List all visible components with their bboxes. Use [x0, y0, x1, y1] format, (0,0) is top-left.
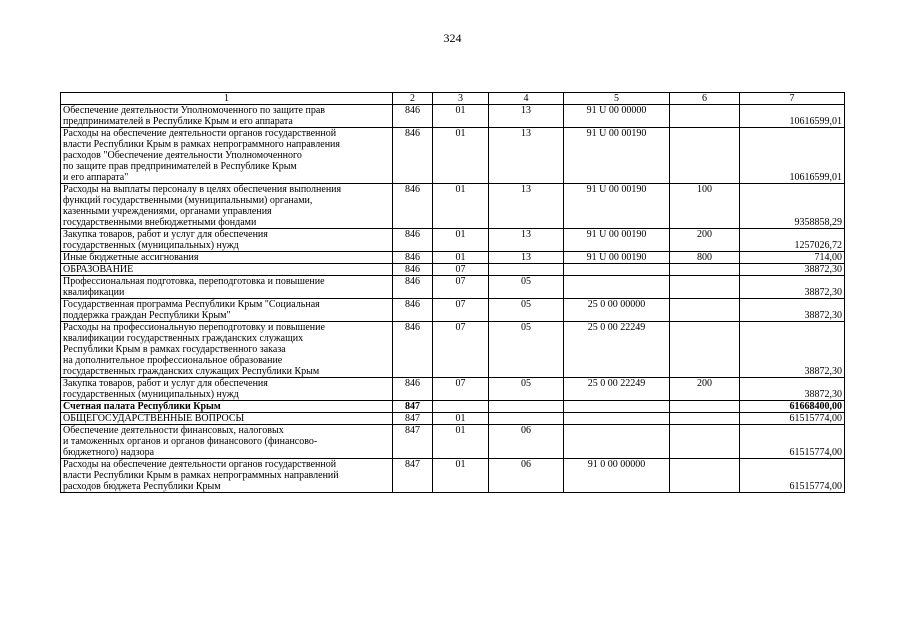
admin-code-cell: 846	[393, 322, 433, 378]
table-row	[61, 413, 845, 425]
target-article-cell: 91 U 00 00190	[564, 184, 670, 229]
expense-type-cell	[670, 128, 740, 184]
expense-type-cell	[670, 105, 740, 128]
column-header: 1	[61, 93, 393, 105]
row-name-cell: Профессиональная подготовка, переподготовка и повышение квалификации	[61, 276, 393, 299]
page-number: 324	[443, 31, 462, 45]
subsection-cell	[489, 264, 564, 276]
column-header: 7	[740, 93, 845, 105]
table-row	[61, 252, 845, 264]
section-cell: 07	[433, 322, 489, 378]
amount-cell: 38872,30	[740, 299, 845, 322]
row-name-cell: Государственная программа Республики Крым "Социальная поддержка граждан Республики Крым"	[61, 299, 393, 322]
target-article-cell	[564, 264, 670, 276]
target-article-cell: 25 0 00 00000	[564, 299, 670, 322]
expense-type-cell	[670, 425, 740, 459]
admin-code-cell: 847	[393, 425, 433, 459]
admin-code-cell: 846	[393, 229, 433, 252]
section-cell: 07	[433, 299, 489, 322]
column-header: 4	[489, 93, 564, 105]
row-name-cell: ОБЩЕГОСУДАРСТВЕННЫЕ ВОПРОСЫ	[61, 413, 393, 425]
amount-cell: 61515774,00	[740, 425, 845, 459]
table-row	[61, 276, 845, 299]
expense-type-cell: 200	[670, 378, 740, 401]
section-cell: 07	[433, 264, 489, 276]
subsection-cell: 13	[489, 252, 564, 264]
table-row	[61, 322, 845, 378]
expense-type-cell	[670, 459, 740, 493]
expense-type-cell	[670, 276, 740, 299]
subsection-cell: 06	[489, 459, 564, 493]
section-cell: 01	[433, 252, 489, 264]
column-header: 3	[433, 93, 489, 105]
amount-cell: 10616599,01	[740, 128, 845, 184]
admin-code-cell: 846	[393, 128, 433, 184]
target-article-cell: 91 U 00 00190	[564, 229, 670, 252]
section-cell: 01	[433, 229, 489, 252]
row-name-cell: Иные бюджетные ассигнования	[61, 252, 393, 264]
expense-type-cell	[670, 413, 740, 425]
row-name-cell: Расходы на выплаты персоналу в целях обеспечения выполнения функций государственными (муниципальными) органами, казенными учреждениями, органами управления государственными внебюджетными фондами	[61, 184, 393, 229]
table-row	[61, 229, 845, 252]
amount-cell: 38872,30	[740, 322, 845, 378]
section-cell: 01	[433, 128, 489, 184]
table-row	[61, 401, 845, 413]
target-article-cell	[564, 425, 670, 459]
table-row	[61, 105, 845, 128]
amount-cell: 38872,30	[740, 264, 845, 276]
row-name-cell: Обеспечение деятельности Уполномоченного по защите прав предпринимателей в Республике Крым и его аппарата	[61, 105, 393, 128]
admin-code-cell: 846	[393, 378, 433, 401]
admin-code-cell: 846	[393, 105, 433, 128]
expense-type-cell	[670, 322, 740, 378]
expense-type-cell	[670, 299, 740, 322]
admin-code-cell: 846	[393, 184, 433, 229]
column-header: 2	[393, 93, 433, 105]
row-name-cell: Расходы на обеспечение деятельности органов государственной власти Республики Крым в рамках непрограммного направления расходов "Обеспечение деятельности Уполномоченного по защите прав предпринимателей в Республике Крым и его аппарата"	[61, 128, 393, 184]
column-header: 5	[564, 93, 670, 105]
subsection-cell: 13	[489, 184, 564, 229]
target-article-cell: 25 0 00 22249	[564, 322, 670, 378]
table-row	[61, 264, 845, 276]
admin-code-cell: 846	[393, 264, 433, 276]
row-name-cell: Закупка товаров, работ и услуг для обеспечения государственных (муниципальных) нужд	[61, 378, 393, 401]
table-row	[61, 128, 845, 184]
target-article-cell	[564, 276, 670, 299]
admin-code-cell: 846	[393, 252, 433, 264]
target-article-cell: 25 0 00 22249	[564, 378, 670, 401]
section-cell: 01	[433, 105, 489, 128]
table-row	[61, 425, 845, 459]
subsection-cell: 05	[489, 276, 564, 299]
amount-cell: 9358858,29	[740, 184, 845, 229]
expense-type-cell	[670, 401, 740, 413]
amount-cell: 38872,30	[740, 378, 845, 401]
table-row	[61, 378, 845, 401]
section-cell: 01	[433, 413, 489, 425]
row-name-cell: Счетная палата Республики Крым	[61, 401, 393, 413]
expense-type-cell: 800	[670, 252, 740, 264]
amount-cell: 61515774,00	[740, 413, 845, 425]
amount-cell: 1257026,72	[740, 229, 845, 252]
table-header-row	[61, 93, 845, 105]
target-article-cell	[564, 413, 670, 425]
subsection-cell: 05	[489, 299, 564, 322]
admin-code-cell: 847	[393, 413, 433, 425]
subsection-cell: 13	[489, 229, 564, 252]
section-cell: 01	[433, 425, 489, 459]
column-header: 6	[670, 93, 740, 105]
amount-cell: 714,00	[740, 252, 845, 264]
row-name-cell: Расходы на профессиональную переподготовку и повышение квалификации государственных гражданских служащих Республики Крым в рамках государственного заказа на дополнительное профессиональное образование государственных гражданских служащих Республики Крым	[61, 322, 393, 378]
admin-code-cell: 847	[393, 459, 433, 493]
section-cell: 07	[433, 276, 489, 299]
table-row	[61, 459, 845, 493]
section-cell: 01	[433, 459, 489, 493]
admin-code-cell: 847	[393, 401, 433, 413]
row-name-cell: Закупка товаров, работ и услуг для обеспечения государственных (муниципальных) нужд	[61, 229, 393, 252]
target-article-cell: 91 0 00 00000	[564, 459, 670, 493]
table-row	[61, 184, 845, 229]
section-cell: 07	[433, 378, 489, 401]
row-name-cell: Расходы на обеспечение деятельности органов государственной власти Республики Крым в рамках непрограммных направлений расходов бюджета Республики Крым	[61, 459, 393, 493]
amount-cell: 38872,30	[740, 276, 845, 299]
amount-cell: 61515774,00	[740, 459, 845, 493]
subsection-cell	[489, 401, 564, 413]
budget-table	[60, 92, 845, 493]
target-article-cell	[564, 401, 670, 413]
admin-code-cell: 846	[393, 276, 433, 299]
amount-cell: 10616599,01	[740, 105, 845, 128]
admin-code-cell: 846	[393, 299, 433, 322]
subsection-cell: 05	[489, 322, 564, 378]
expense-type-cell: 200	[670, 229, 740, 252]
row-name-cell: ОБРАЗОВАНИЕ	[61, 264, 393, 276]
table-body	[61, 93, 845, 493]
row-name-cell: Обеспечение деятельности финансовых, налоговых и таможенных органов и органов финансового (финансово- бюджетного) надзора	[61, 425, 393, 459]
table-row	[61, 299, 845, 322]
expense-type-cell: 100	[670, 184, 740, 229]
subsection-cell: 13	[489, 128, 564, 184]
section-cell	[433, 401, 489, 413]
subsection-cell: 05	[489, 378, 564, 401]
target-article-cell: 91 U 00 00000	[564, 105, 670, 128]
target-article-cell: 91 U 00 00190	[564, 252, 670, 264]
section-cell: 01	[433, 184, 489, 229]
target-article-cell: 91 U 00 00190	[564, 128, 670, 184]
amount-cell: 61668400,00	[740, 401, 845, 413]
subsection-cell	[489, 413, 564, 425]
subsection-cell: 13	[489, 105, 564, 128]
expense-type-cell	[670, 264, 740, 276]
subsection-cell: 06	[489, 425, 564, 459]
